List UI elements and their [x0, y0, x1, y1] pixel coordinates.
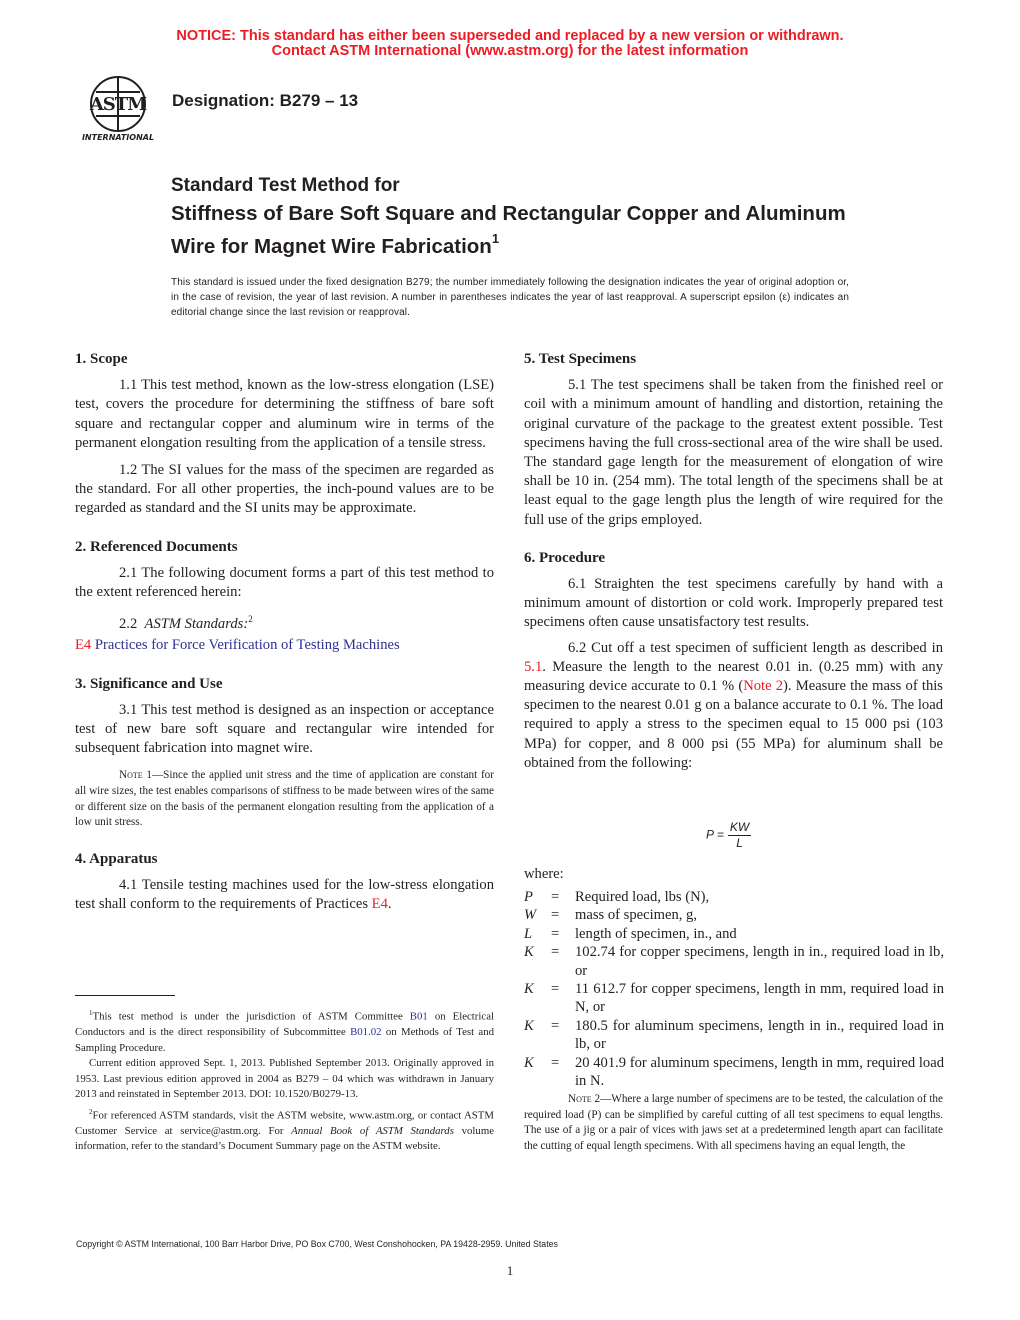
left-column	[75, 350, 494, 914]
para-2-2: 2.2 ASTM Standards:$^2$	[119, 614, 253, 633]
b0102-link[interactable]: B01.02	[350, 1026, 382, 1039]
right-column	[524, 350, 943, 773]
section-2-heading: 2. Referenced Documents	[75, 538, 238, 555]
variable-equals: =	[551, 925, 560, 942]
variable-row	[524, 1017, 944, 1054]
section-3-heading: 3. Significance and Use	[75, 675, 223, 692]
designation: Designation: B279 – 13	[172, 91, 359, 110]
page-number: 1	[506, 1263, 514, 1278]
para-1-1: 1.1 This test method, known as the low-stress elongation (LSE) test, covers the procedure for determining the stiffness of bare soft square and rectangular copper and aluminum wire in terms of the permanent elongation resulting from the application of a tensile stress.	[75, 377, 494, 451]
variable-symbol: K	[524, 1054, 534, 1071]
para-3-1: 3.1 This test method is designed as an inspection or acceptance test of new bare soft square and rectangular wire intended for subsequent fabrication into magnet wire.	[75, 701, 494, 757]
title-line1: Standard Test Method for	[171, 175, 400, 196]
footnote-2: $^2$For referenced ASTM standards, visit the ASTM website, www.astm.org, or contact ASTM Customer Service at service@astm.org. For Annual Book of ASTM Standards volume information, refer to the standard’s Document Summary page on the ASTM website.	[75, 1107, 495, 1153]
load-formula: P = $\frac{KW}{L}$	[706, 820, 750, 850]
copyright: Copyright © ASTM International, 100 Barr Harbor Drive, PO Box C700, West Conshohocken, PA 19428-2959. United States	[76, 1239, 558, 1249]
issued-statement: This standard is issued under the fixed designation B279; the number immediately following the designation indicates the year of original adoption or, in the case of revision, the year of last revision. A number in parentheses indicates the year of last reapproval. A superscript epsilon (ε) indicates an editorial change since the last revision or reapproval.	[171, 277, 849, 318]
variable-definitions	[524, 888, 944, 1090]
variable-symbol: L	[524, 925, 533, 942]
note-1: Note 1—Since the applied unit stress and the time of application are constant for all wire sizes, the test enables comparisons of stiffness to be made between wires of the same or different size on the basis of the permanent elongation resulting from the application of a low unit stress.	[75, 769, 494, 829]
note-2-link[interactable]: Note 2	[743, 678, 784, 695]
variable-row	[524, 1054, 944, 1091]
b01-link[interactable]: B01	[409, 1010, 428, 1023]
variable-equals: =	[551, 944, 560, 961]
para-5-1: 5.1 The test specimens shall be taken from the finished reel or coil with a minimum amount of handling and distortion, retaining the original curvature of the package to the greatest extent possible. Test specimens having the full cross-sectional area of the wire shall be used. The standard gage length for the measurement of elongation of wire shall be 10 in. (254 mm). The total length of the specimens shall be at least equal to the gage length plus the length of wire required for the full use of the grips employed.	[524, 377, 943, 528]
variable-description: 102.74 for copper specimens, length in in., required load in lb, or	[575, 944, 944, 979]
ref-code-link: E4	[75, 637, 92, 654]
e4-link[interactable]: E4	[371, 896, 388, 913]
footnote-rule	[75, 995, 175, 996]
para-1-2: 1.2 The SI values for the mass of the specimen are regarded as the standard. For all other properties, the inch-pound values are to be regarded as standard and the SI units may be approximate.	[75, 462, 494, 517]
variable-description: 11 612.7 for copper specimens, length in mm, required load in N, or	[575, 981, 944, 1016]
variable-equals: =	[551, 907, 560, 924]
variable-symbol: W	[524, 907, 537, 924]
section-6-heading: 6. Procedure	[524, 549, 606, 566]
ref-title-link: Practices for Force Verification of Testing Machines	[94, 637, 400, 654]
title-footnote-mark: 1	[491, 231, 500, 246]
withdrawn-notice-line1: NOTICE: This standard has either been superseded and replaced by a new version or withdrawn.	[176, 28, 844, 44]
footnote-1: $^1$This test method is under the jurisdiction of ASTM Committee B01 on Electrical Conductors and is the direct responsibility of Subcommittee B01.02 on Methods of Test and Sampling Procedure.	[75, 1009, 494, 1054]
para-6-1: 6.1 Straighten the test specimens carefully by hand with a minimum amount of distortion or cold work. Improperly prepared test specimens often cause unsatisfactory test results.	[524, 576, 943, 631]
section-5-heading: 5. Test Specimens	[524, 351, 637, 367]
variable-equals: =	[551, 889, 560, 905]
note-2: Note 2—Where a large number of specimens are to be tested, the calculation of the required load (P) can be simplified by careful cutting of all test specimens to equal lengths. The use of a jig or a pair of vices with jaws set at a predetermined length apart can facilitate the cutting of equal length specimens. With all specimens having an equal length, the	[524, 1093, 943, 1152]
footnotes	[75, 1006, 494, 1155]
astm-logo	[76, 74, 160, 144]
withdrawn-notice-line2: Contact ASTM International (www.astm.org) for the latest information	[271, 43, 749, 59]
variable-row	[524, 943, 944, 980]
variable-equals: =	[551, 981, 560, 998]
logo-letters: ASTM	[89, 94, 147, 115]
variable-row	[524, 906, 944, 924]
variable-symbol: K	[524, 981, 534, 998]
logo-international: INTERNATIONAL	[81, 133, 155, 142]
para-4-1: 4.1 Tensile testing machines used for the low-stress elongation test shall conform to the requirements of Practices E4.	[75, 876, 494, 913]
section-5-1-link[interactable]: 5.1	[524, 658, 543, 675]
variable-equals: =	[551, 1017, 560, 1034]
variable-description: mass of specimen, g,	[575, 907, 697, 924]
variable-row	[524, 925, 944, 943]
section-1-heading: 1. Scope	[75, 351, 128, 367]
para-6-2: 6.2 Cut off a test specimen of sufficient length as described in 5.1. Measure the length to the nearest 0.01 in. (0.25 mm) with any measuring device accurate to 0.1 % (Note 2). Measure the mass of this specimen to the nearest 0.01 g on a balance accurate to 0.1 %. The load required to apply a stress to the specimen equal to 15 000 psi (103 MPa) for copper, and 8 000 psi (55 MPa) for aluminum shall be obtained from the following:	[524, 639, 943, 771]
variable-row	[524, 888, 944, 906]
variable-equals: =	[551, 1054, 560, 1071]
para-2-1: 2.1 The following document forms a part of this test method to the extent referenced herein:	[75, 564, 494, 601]
variable-row	[524, 980, 944, 1017]
variable-symbol: K	[524, 944, 534, 961]
section-4-heading: 4. Apparatus	[75, 850, 158, 867]
variable-symbol: K	[524, 1017, 534, 1034]
where-label: where:	[524, 866, 564, 882]
variable-description: 180.5 for aluminum specimens, length in in., required load in lb, or	[575, 1017, 944, 1053]
title-main: Stiffness of Bare Soft Square and Rectangular Copper and Aluminum Wire for Magnet Wire Fabrication$^1$	[171, 202, 846, 258]
variable-symbol: P	[524, 889, 533, 905]
variable-description: Required load, lbs (N),	[575, 889, 710, 905]
footnote-1-edition: Current edition approved Sept. 1, 2013. Published September 2013. Originally approved in 1953. Last previous edition approved in 2004 as B279 – 04 which was withdrawn in January 2013 and reinstated in September 2013. DOI: 10.1520/B0279-13.	[75, 1057, 494, 1101]
variable-description: 20 401.9 for aluminum specimens, length in mm, required load in N.	[575, 1054, 944, 1090]
reference-e4[interactable]	[75, 636, 494, 655]
variable-description: length of specimen, in., and	[575, 925, 737, 942]
note-2-block	[524, 1092, 943, 1154]
